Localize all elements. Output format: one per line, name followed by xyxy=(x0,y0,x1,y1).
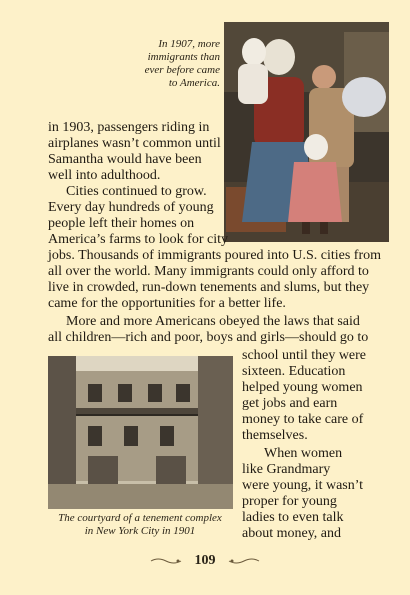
body-text-line: in 1903, passengers riding in xyxy=(48,120,210,135)
body-text-line: Cities continued to grow. xyxy=(66,184,207,199)
body-text-line: Every day hundreds of young xyxy=(48,200,214,215)
immigrant-family-photo xyxy=(224,22,389,242)
photo-caption-immigrants xyxy=(130,38,220,90)
body-text-line: people left their homes on xyxy=(48,216,195,231)
page-number: 109 xyxy=(194,553,216,568)
body-text-line: about money, and xyxy=(242,526,342,541)
body-text-line: school until they were xyxy=(242,348,367,363)
body-text-line: jobs. Thousands of immigrants poured into U.S. cities from xyxy=(48,248,381,263)
body-text-line: live in crowded, run-down tenements and slums, but they xyxy=(48,280,370,295)
body-text-line: helped young women xyxy=(242,380,363,395)
caption-line: ever before came xyxy=(144,64,220,76)
body-text-line: all children—rich and poor, boys and girls—should go to xyxy=(48,330,369,345)
body-text-line: ladies to even talk xyxy=(242,510,344,525)
flourish-left-icon xyxy=(150,556,182,566)
body-text-line: When women xyxy=(264,446,343,461)
caption-line: in New York City in 1901 xyxy=(84,525,196,537)
body-text-line: Samantha would have been xyxy=(48,152,202,167)
body-text-line: America’s farms to look for city xyxy=(48,232,229,247)
body-text-line: get jobs and earn xyxy=(242,396,338,411)
body-text-line: proper for young xyxy=(242,494,337,509)
body-text-line: like Grandmary xyxy=(242,462,331,477)
caption-line: immigrants than xyxy=(147,51,220,63)
body-text-line: were young, it wasn’t xyxy=(242,478,364,493)
caption-line: The courtyard of a tenement complex xyxy=(58,512,222,524)
caption-line: to America. xyxy=(168,77,220,89)
body-text-line: money to take care of xyxy=(242,412,364,427)
tenement-courtyard-photo xyxy=(48,356,233,509)
tenement-photo-illustration xyxy=(48,356,233,509)
photo-caption-tenement xyxy=(46,512,234,538)
body-text-line: themselves. xyxy=(242,428,308,443)
body-text-line: all over the world. Many immigrants could only afford to xyxy=(48,264,369,279)
flourish-right-icon xyxy=(228,556,260,566)
body-text-line: came for the opportunities for a better life. xyxy=(48,296,286,311)
caption-line: In 1907, more xyxy=(158,38,220,50)
body-text-line: well into adulthood. xyxy=(48,168,161,183)
body-text-line: More and more Americans obeyed the laws that said xyxy=(66,314,360,329)
body-text-line: sixteen. Education xyxy=(242,364,346,379)
immigrant-photo-illustration xyxy=(224,22,389,242)
body-text-line: airplanes wasn’t common until xyxy=(48,136,221,151)
